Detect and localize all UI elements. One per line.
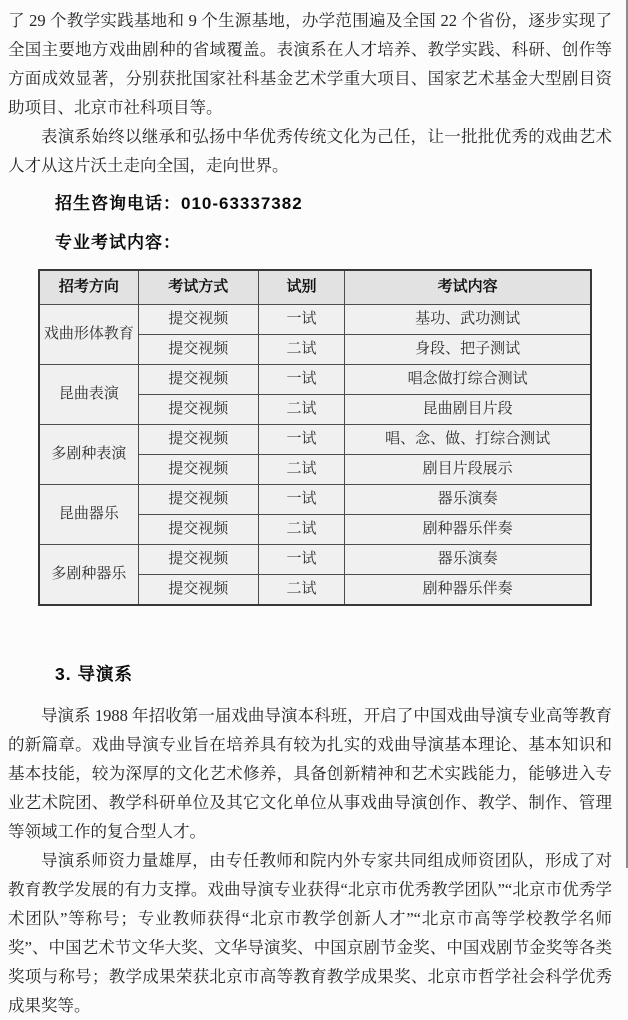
table-cell: 剧种器乐伴奏 (345, 575, 591, 606)
admission-phone-line: 招生咨询电话：010-63337382 (55, 194, 303, 213)
table-cell: 一试 (258, 485, 345, 515)
table-cell: 剧种器乐伴奏 (345, 515, 591, 545)
table-header-cell: 考试内容 (345, 270, 591, 305)
table-cell: 身段、把子测试 (345, 335, 591, 365)
table-header-cell: 招考方向 (39, 270, 138, 305)
exam-direction-cell: 多剧种表演 (39, 425, 138, 485)
exam-content-heading: 专业考试内容： (55, 233, 181, 252)
table-cell: 提交视频 (138, 575, 258, 606)
paragraph-director-intro: 导演系 1988 年招收第一届戏曲导演本科班，开启了中国戏曲导演专业高等教育的新篇章。戏曲导演专业旨在培养具有较为扎实的戏曲导演基本理论、基本知识和基本技能，较为深厚的文化艺术修养，具备创新精神和艺术实践能力，能够进入专业艺术院团、教学科研单位及其它文化单位从事戏曲导演创作、教学、制作、管理等领域工作的复合型人才。 (8, 706, 612, 841)
table-row (39, 425, 591, 455)
table-cell: 器乐演奏 (345, 485, 591, 515)
exam-content-table (38, 269, 592, 606)
table-header-cell: 考试方式 (138, 270, 258, 305)
paragraph-continued: 了 29 个教学实践基地和 9 个生源基地，办学范围遍及全国 22 个省份，逐步实现了全国主要地方戏曲剧种的省域覆盖。表演系在人才培养、教学实践、科研、创作等方面成效显著，分别获批国家社科基金艺术学重大项目、国家艺术基金大型剧目资助项目、北京市社科项目等。 (8, 11, 612, 117)
table-cell: 提交视频 (138, 545, 258, 575)
table-cell: 提交视频 (138, 485, 258, 515)
table-cell: 二试 (258, 515, 345, 545)
table-cell: 器乐演奏 (345, 545, 591, 575)
section-heading-director-dept: 3. 导演系 (55, 664, 133, 684)
table-cell: 二试 (258, 335, 345, 365)
table-cell: 基功、武功测试 (345, 305, 591, 335)
table-row (39, 485, 591, 515)
table-cell: 一试 (258, 545, 345, 575)
table-cell: 唱念做打综合测试 (345, 365, 591, 395)
table-cell: 唱、念、做、打综合测试 (345, 425, 591, 455)
table-cell: 一试 (258, 425, 345, 455)
table-cell: 提交视频 (138, 365, 258, 395)
table-cell: 提交视频 (138, 305, 258, 335)
table-cell: 二试 (258, 575, 345, 606)
table-cell: 提交视频 (138, 515, 258, 545)
table-row (39, 545, 591, 575)
table-cell: 剧目片段展示 (345, 455, 591, 485)
table-cell: 二试 (258, 455, 345, 485)
paragraph-mission: 表演系始终以继承和弘扬中华优秀传统文化为己任，让一批批优秀的戏曲艺术人才从这片沃土走向全国，走向世界。 (8, 127, 612, 175)
table-cell: 昆曲剧目片段 (345, 395, 591, 425)
exam-direction-cell: 昆曲表演 (39, 365, 138, 425)
table-cell: 提交视频 (138, 335, 258, 365)
table-header-cell: 试别 (258, 270, 345, 305)
exam-direction-cell: 戏曲形体教育 (39, 305, 138, 365)
table-cell: 提交视频 (138, 395, 258, 425)
table-header-row (39, 270, 591, 305)
table-row (39, 305, 591, 335)
table-row (39, 365, 591, 395)
table-cell: 提交视频 (138, 425, 258, 455)
table-cell: 一试 (258, 305, 345, 335)
table-cell: 一试 (258, 365, 345, 395)
exam-direction-cell: 多剧种器乐 (39, 545, 138, 606)
exam-direction-cell: 昆曲器乐 (39, 485, 138, 545)
paragraph-director-faculty: 导演系师资力量雄厚，由专任教师和院内外专家共同组成师资团队，形成了对教育教学发展的有力支撑。戏曲导演专业获得“北京市优秀教学团队”“北京市优秀学术团队”等称号；专业教师获得“北京市教学创新人才”“北京市高等学校教学名师奖”、中国艺术节文华大奖、文华导演奖、中国京剧节金奖、中国戏剧节金奖等各类奖项与称号；教学成果荣获北京市高等教育教学成果奖、北京市哲学社会科学优秀成果奖等。 (8, 851, 612, 1015)
table-cell: 二试 (258, 395, 345, 425)
table-cell: 提交视频 (138, 455, 258, 485)
